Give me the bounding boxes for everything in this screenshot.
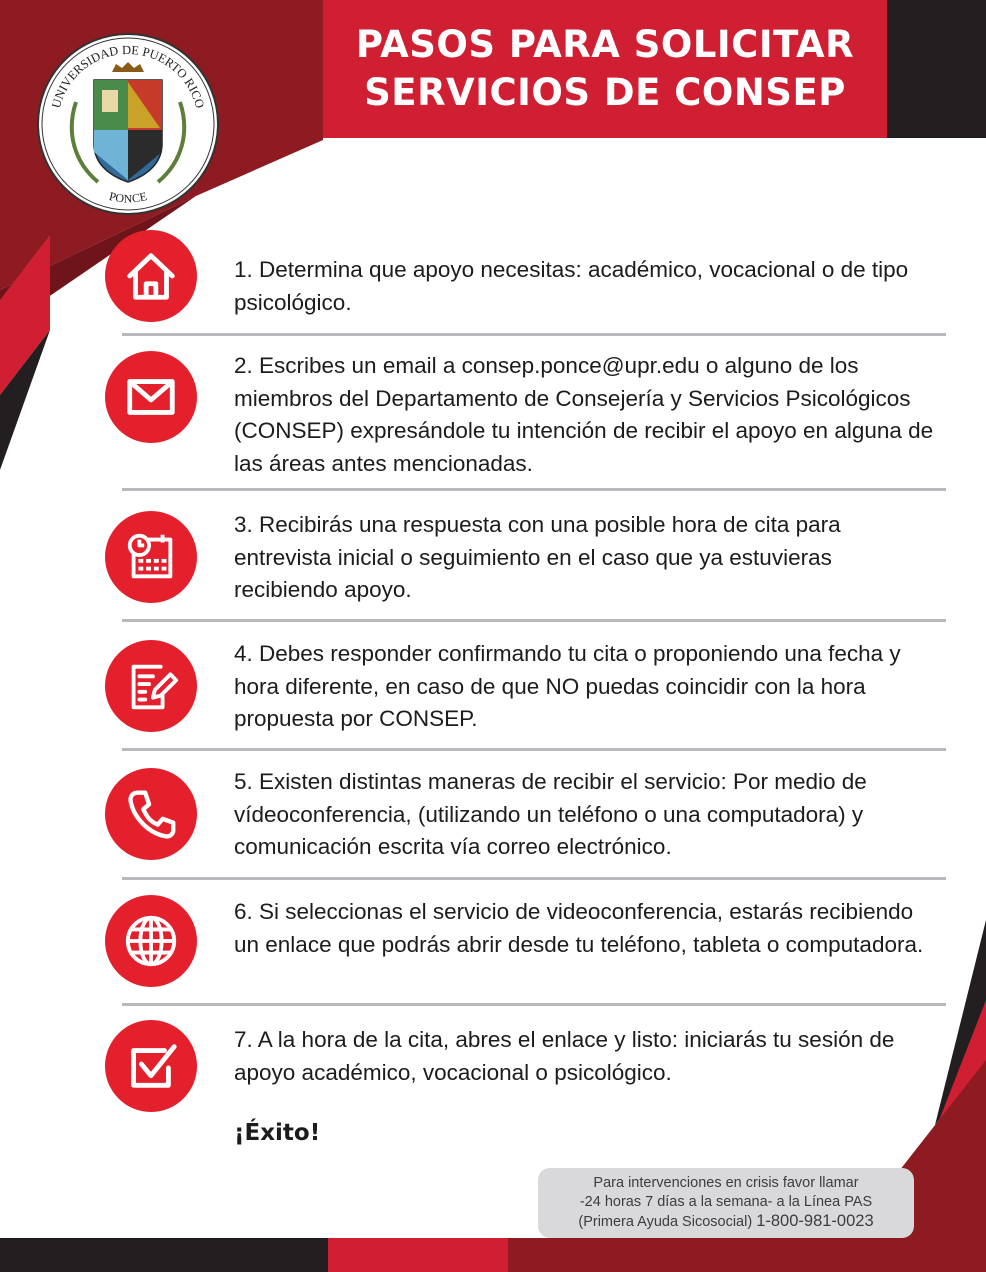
step-5-text: 5. Existen distintas maneras de recibir el servicio: Por medio de vídeoconferencia, (utilizando un teléfono o una computadora) y comunicación escrita vía correo electrónico.	[234, 769, 867, 859]
closing-text: ¡Éxito!	[234, 1120, 321, 1146]
page-title-line-2: SERVICIOS DE CONSEP	[364, 71, 846, 114]
step-6-text: 6. Si seleccionas el servicio de videoconferencia, estarás recibiendo un enlace que podrás abrir desde tu teléfono, tableta o computadora.	[234, 899, 924, 957]
divider	[122, 748, 946, 751]
svg-text:UNIVERSIDAD DE PUERTO RICO: UNIVERSIDAD DE PUERTO RICO	[48, 42, 208, 110]
globe-icon	[105, 895, 197, 987]
envelope-icon	[105, 351, 197, 443]
header-banner	[323, 0, 887, 138]
form-edit-icon	[105, 640, 197, 732]
step-7-text: 7. A la hora de la cita, abres el enlace y listo: iniciarás tu sesión de apoyo académico, vocacional o psicológico.	[234, 1027, 895, 1085]
crisis-line-2: -24 horas 7 días a la semana- a la Línea PAS	[579, 1194, 873, 1210]
page-title-line-1: PASOS PARA SOLICITAR	[355, 23, 855, 66]
house-icon	[105, 230, 197, 322]
step-2-text: 2. Escribes un email a consep.ponce@upr.edu o alguno de los miembros del Departamento de Consejería y Servicios Psicológicos (CONSEP) expresándole tu intención de recibir el apoyo en alguna de las áreas antes mencionadas.	[234, 353, 934, 476]
divider	[122, 333, 946, 336]
crisis-line-3	[538, 1212, 914, 1232]
divider	[122, 619, 946, 622]
phone-icon	[105, 768, 197, 860]
crisis-line-1: Para intervenciones en crisis favor llamar	[593, 1175, 859, 1191]
divider	[122, 1003, 946, 1006]
step-1-text: 1. Determina que apoyo necesitas: académico, vocacional o de tipo psicológico.	[234, 257, 909, 315]
checkbox-icon	[105, 1020, 197, 1112]
svg-text:PONCE: PONCE	[107, 189, 149, 206]
crisis-phone-number: 1-800-981-0023	[756, 1212, 874, 1230]
divider	[122, 877, 946, 880]
step-4-text: 4. Debes responder confirmando tu cita o proponiendo una fecha y hora diferente, en caso de que NO puedas coincidir con la hora propuesta por CONSEP.	[234, 641, 901, 731]
university-seal-logo	[36, 32, 220, 216]
crisis-line-3-prefix: (Primera Ayuda Sicosocial)	[578, 1214, 753, 1230]
calendar-clock-icon	[105, 511, 197, 603]
step-3-text: 3. Recibirás una respuesta con una posible hora de cita para entrevista inicial o seguimiento en el caso que ya estuvieras recibiendo apoyo.	[234, 512, 841, 602]
divider	[122, 488, 946, 491]
crisis-hotline-box	[538, 1168, 914, 1238]
